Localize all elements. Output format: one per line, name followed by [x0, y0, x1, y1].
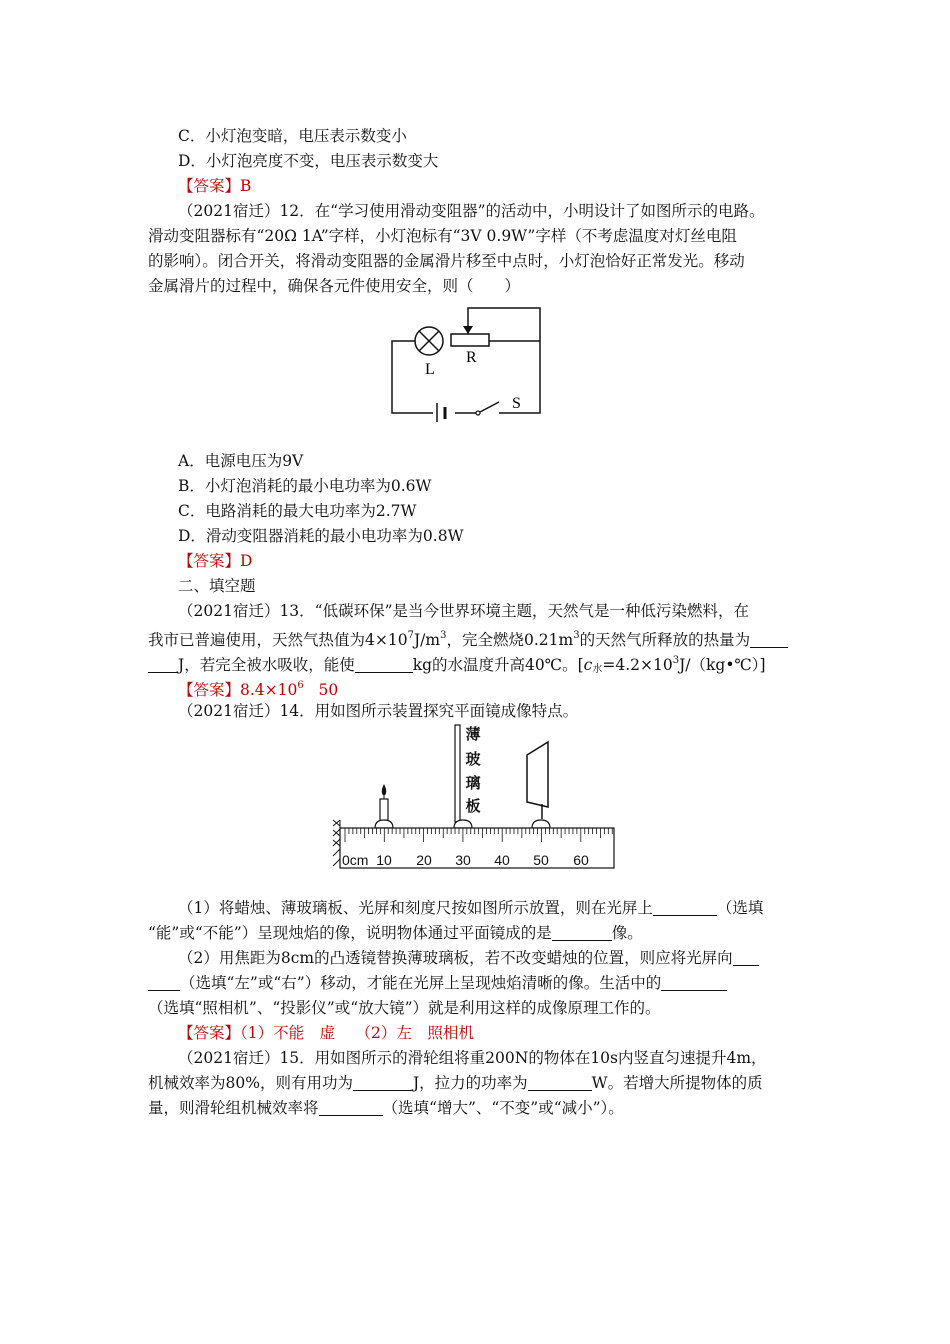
- label-switch: S: [512, 395, 521, 412]
- candle-holder: [375, 820, 393, 828]
- fill-blank[interactable]: [750, 631, 788, 648]
- glass-holder: [454, 820, 472, 828]
- answer-value: 50: [318, 681, 339, 699]
- fill-blank[interactable]: [528, 1074, 592, 1091]
- answer-value: 8.4×10: [240, 681, 298, 699]
- text-run: 像。: [611, 924, 643, 942]
- fill-blank[interactable]: [353, 1074, 413, 1091]
- fill-blank[interactable]: [355, 656, 413, 673]
- q15-line-2: [148, 1071, 763, 1095]
- ruler-tick-label: 30: [455, 852, 471, 868]
- q12-line-4: 金属滑片的过程中，确保各元件使用安全，则（ ）: [148, 277, 521, 295]
- ruler-tick-label: 60: [573, 852, 589, 868]
- answer-label: 【答案】: [178, 552, 241, 570]
- answer-label: 【答案】: [178, 177, 241, 195]
- q14-line-1: （2021宿迁）14．用如图所示装置探究平面镜成像特点。: [178, 702, 579, 720]
- wire-left-bottom: [392, 341, 495, 413]
- plane-mirror-diagram: [330, 722, 620, 872]
- q12-line-1: （2021宿迁）12．在“学习使用滑动变阻器”的活动中，小明设计了如图所示的电路。: [178, 202, 765, 220]
- screen-holder: [532, 820, 550, 828]
- q14-p2-line-1: [178, 946, 759, 970]
- wall-hatch: [333, 820, 340, 868]
- glass-plate: [455, 725, 460, 822]
- text-run: （1）将蜡烛、薄玻璃板、光屏和刻度尺按如图所示放置，则在光屏上: [178, 899, 653, 917]
- text-run: “能”或“不能”）呈现烛焰的像，说明物体通过平面镜成的是: [148, 924, 552, 942]
- label-resistor: R: [466, 349, 477, 366]
- superscript: 3: [440, 630, 447, 641]
- answer-label: 【答案】: [178, 1024, 241, 1042]
- q12-option-d: D．滑动变阻器消耗的最小电功率为0.8W: [178, 527, 464, 545]
- answer-value: B: [240, 177, 252, 195]
- q12-option-c: C．电路消耗的最大电功率为2.7W: [178, 502, 417, 520]
- glass-label-char: 薄: [465, 725, 481, 743]
- text-run: （选填“左”或“右”）移动，才能在光屏上呈现烛焰清晰的像。生活中的: [180, 974, 662, 992]
- q14-p2-line-2: [148, 971, 727, 995]
- text-run: 我市已普遍使用，天然气热值为4×10: [148, 631, 408, 649]
- q12-line-3: 的影响）。闭合开关，将滑动变阻器的金属滑片移至中点时，小灯泡恰好正常发光。移动: [148, 252, 745, 270]
- fill-blank[interactable]: [148, 656, 178, 673]
- glass-label-char: 璃: [465, 774, 481, 792]
- candle-flame-icon: [382, 784, 387, 796]
- text-run: J/m: [413, 631, 441, 649]
- wire-top-right: [468, 308, 540, 413]
- superscript: 6: [297, 680, 304, 691]
- q12-answer: [178, 549, 252, 573]
- q13-line-1: （2021宿迁）13．“低碳环保”是当今世界环境主题，天然气是一种低污染燃料，在: [178, 602, 750, 620]
- answer-value: D: [240, 552, 253, 570]
- q13-line-2: [148, 624, 788, 652]
- fill-blank[interactable]: [661, 974, 727, 991]
- superscript: 3: [573, 630, 580, 641]
- superscript: 3: [672, 655, 680, 666]
- answer-label: 【答案】: [178, 681, 241, 699]
- text-run: J，若完全被水吸收，能使: [178, 656, 355, 674]
- answer-value: （1）不能 虚 （2）左 照相机: [240, 1024, 474, 1042]
- ruler-tick-label: 40: [494, 852, 510, 868]
- candle: [380, 799, 388, 821]
- text-run: 的天然气所释放的热量为: [579, 631, 751, 649]
- q11-option-c: C．小灯泡变暗，电压表示数变小: [178, 127, 407, 145]
- text-run: kg的水温度升高40℃。[: [412, 656, 584, 674]
- glass-label-char: 板: [465, 797, 481, 815]
- q11-answer: [178, 174, 251, 198]
- light-screen: [527, 742, 548, 807]
- circuit-diagram: [385, 296, 570, 422]
- fill-blank[interactable]: [552, 924, 612, 941]
- q12-option-b: B．小灯泡消耗的最小电功率为0.6W: [178, 477, 432, 495]
- text-run: W。若增大所提物体的质: [591, 1074, 763, 1092]
- ruler-tick-label: 50: [533, 852, 549, 868]
- text-run: 量，则滑轮组机械效率将: [148, 1099, 319, 1117]
- resistor-symbol: [451, 334, 489, 346]
- fill-blank[interactable]: [148, 974, 180, 991]
- slider-arrow-icon: [463, 326, 473, 334]
- q12-line-2: 滑动变阻器标有“20Ω 1A”字样，小灯泡标有“3V 0.9W”字样（不考虑温度对灯丝电阻: [148, 227, 737, 245]
- q14-p1-line-2: [148, 921, 643, 945]
- text-run: c: [583, 656, 593, 674]
- q11-option-d: D．小灯泡亮度不变，电压表示数变大: [178, 152, 439, 170]
- fill-blank[interactable]: [733, 949, 759, 966]
- fill-blank[interactable]: [319, 1099, 383, 1116]
- q14-answer: [178, 1021, 474, 1045]
- q12-option-a: A．电源电压为9V: [178, 452, 304, 470]
- fill-blank[interactable]: [653, 899, 717, 916]
- text-run: （选填: [716, 899, 764, 917]
- q14-p2-line-3: （选填“照相机”、“投影仪”或“放大镜”）就是利用这样的成像原理工作的。: [148, 999, 661, 1017]
- q15-line-1: （2021宿迁）15．用如图所示的滑轮组将重200N的物体在10s内竖直匀速提升4m，: [178, 1049, 767, 1067]
- q15-line-3: [148, 1096, 624, 1120]
- ruler-tick-label: 10: [376, 852, 392, 868]
- text-run: （2）用焦距为8cm的凸透镜替换薄玻璃板，若不改变蜡烛的位置，则应将光屏向: [178, 949, 733, 967]
- text-run: J/（kg•℃）]: [679, 656, 766, 674]
- ruler-tick-label: 0cm: [342, 852, 369, 868]
- text-run: ，完全燃烧0.21m: [446, 631, 574, 649]
- text-run: =4.2×10: [602, 656, 673, 674]
- text-run: 机械效率为80%，则有用功为: [148, 1074, 353, 1092]
- section-title: 二、填空题: [178, 577, 256, 595]
- subscript: 水: [592, 664, 603, 675]
- text-run: J，拉力的功率为: [412, 1074, 528, 1092]
- q14-p1-line-1: [178, 896, 763, 920]
- glass-label-char: 玻: [465, 750, 481, 768]
- superscript: 7: [407, 630, 414, 641]
- ruler-tick-label: 20: [416, 852, 432, 868]
- label-lamp: L: [425, 361, 435, 378]
- text-run: （选填“增大”、“不变”或“减小”）。: [382, 1099, 624, 1117]
- q13-answer: [178, 674, 338, 702]
